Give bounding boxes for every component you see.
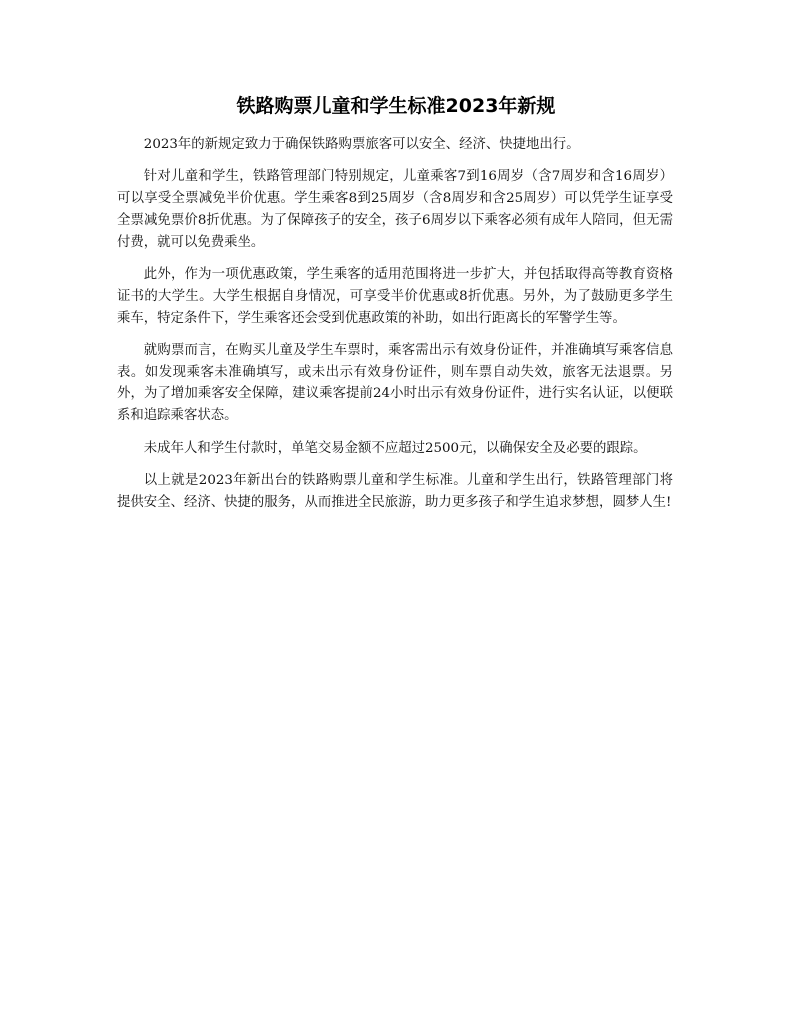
paragraph-ticket-purchase: 就购票而言，在购买儿童及学生车票时，乘客需出示有效身份证件，并准确填写乘客信息表。如发现乘客未准确填写，或未出示有效身份证件，则车票自动失效，旅客无法退票。另外，为了增加乘客安全保障，建议乘客提前24小时出示有效身份证件，进行实名认证，以便联系和追踪乘客状态。	[117, 342, 673, 424]
document-body	[117, 134, 673, 524]
paragraph-policy-expansion: 此外，作为一项优惠政策，学生乘客的适用范围将进一步扩大，并包括取得高等教育资格证书的大学生。大学生根据自身情况，可享受半价优惠或8折优惠。另外，为了鼓励更多学生乘车，特定条件下，学生乘客还会受到优惠政策的补助，如出行距离长的军警学生等。	[117, 266, 673, 326]
paragraph-conclusion: 以上就是2023年新出台的铁路购票儿童和学生标准。儿童和学生出行，铁路管理部门将提供安全、经济、快捷的服务，从而推进全民旅游，助力更多孩子和学生追求梦想，圆梦人生!	[117, 472, 673, 510]
document-title: 铁路购票儿童和学生标准2023年新规	[236, 95, 556, 117]
paragraph-children-students: 针对儿童和学生，铁路管理部门特别规定，儿童乘客7到16周岁（含7周岁和含16周岁）可以享受全票减免半价优惠。学生乘客8到25周岁（含8周岁和含25周岁）可以凭学生证享受全票减免票价8折优惠。为了保障孩子的安全，孩子6周岁以下乘客必须有成年人陪同，但无需付费，就可以免费乘坐。	[117, 169, 673, 250]
paragraph-intro: 2023年的新规定致力于确保铁路购票旅客可以安全、经济、快捷地出行。	[143, 137, 580, 152]
paragraph-payment-limit: 未成年人和学生付款时，单笔交易金额不应超过2500元，以确保安全及必要的跟踪。	[143, 440, 647, 456]
